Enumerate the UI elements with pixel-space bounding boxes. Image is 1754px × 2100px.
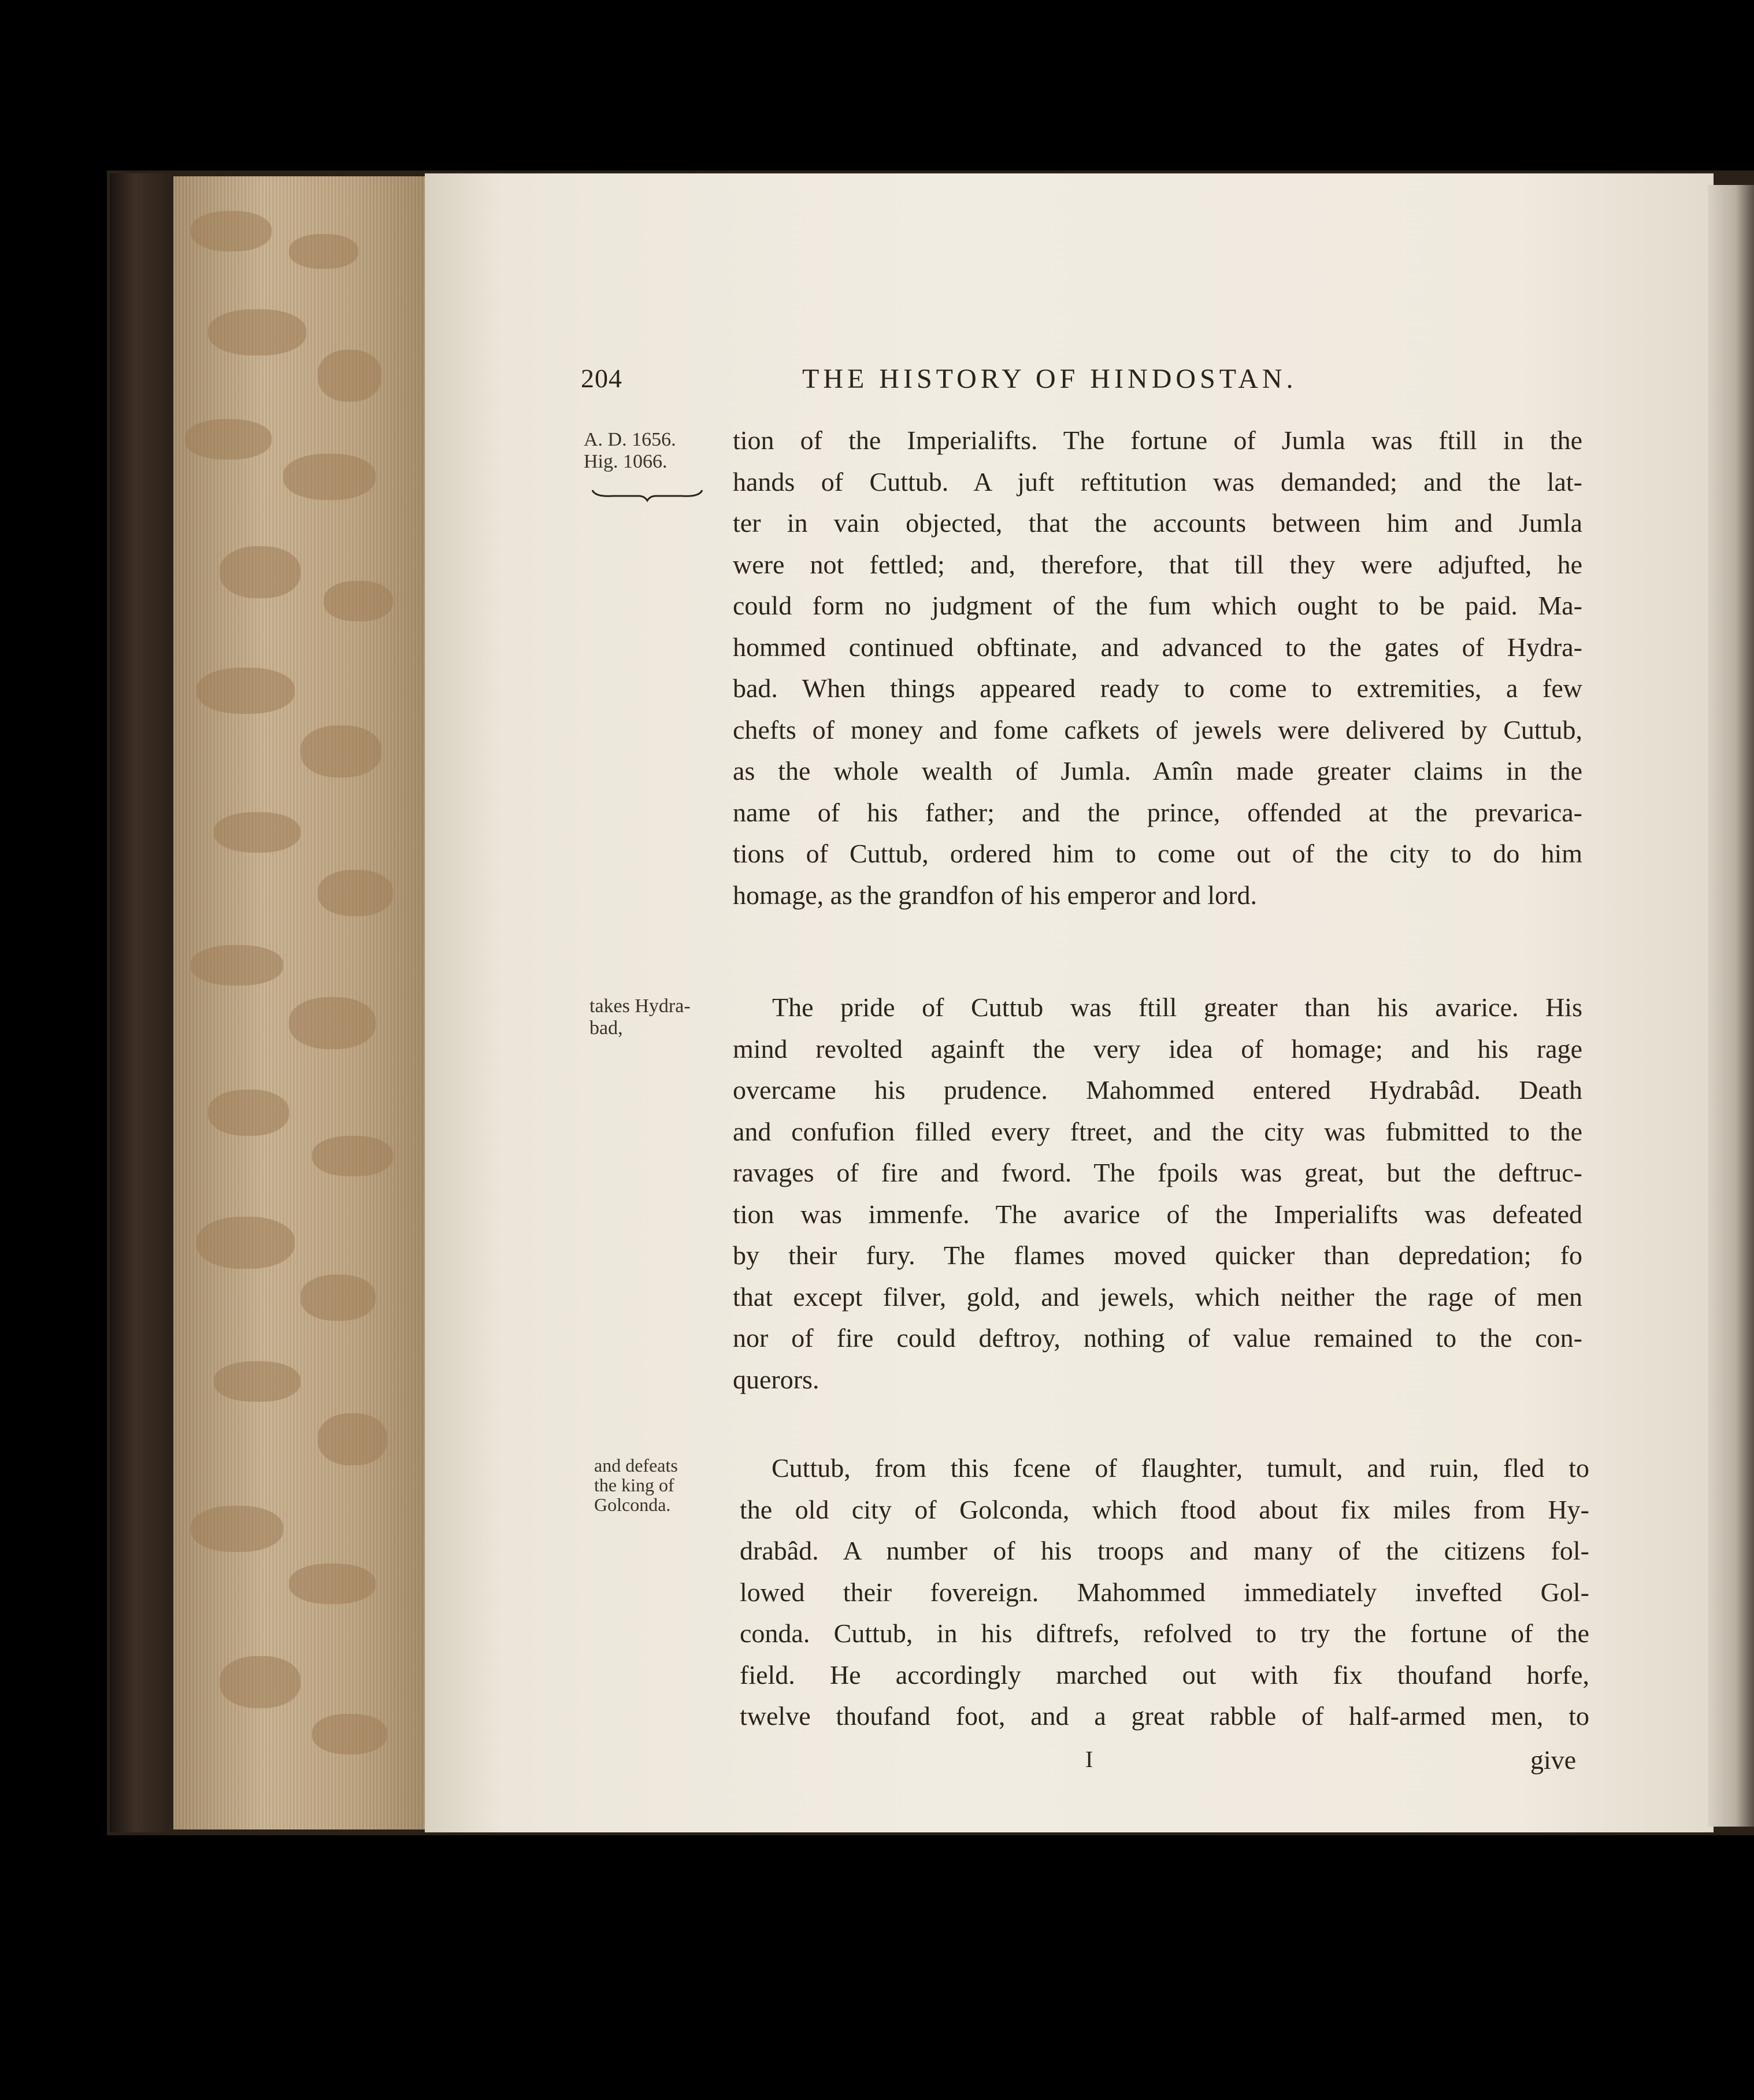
text-line: tion was immenfe. The avarice of the Imperialifts was defeated	[733, 1199, 1582, 1229]
text-line: conda. Cuttub, in his diftrefs, refolved to try the fortune of the	[740, 1618, 1589, 1648]
page-edges	[173, 176, 428, 1829]
text-line: and confufion filled every ftreet, and the city was fubmitted to the	[733, 1116, 1582, 1146]
text-line: tions of Cuttub, ordered him to come out of the city to do him	[733, 839, 1582, 868]
page-number: 204	[581, 364, 622, 393]
text-line: could form no judgment of the fum which ought to be paid. Ma-	[733, 591, 1582, 620]
paragraph-2	[733, 987, 1582, 1400]
text-line: bad. When things appeared ready to come to extremities, a few	[733, 673, 1582, 703]
text-line: name of his father; and the prince, offended at the prevarica-	[733, 797, 1582, 827]
text-line: as the whole wealth of Jumla. Amîn made greater claims in the	[733, 756, 1582, 786]
text-line: twelve thoufand foot, and a great rabble of half-armed men, to	[740, 1701, 1589, 1731]
paragraph-3	[740, 1447, 1589, 1737]
paragraph-1	[733, 420, 1582, 916]
text-line: by their fury. The flames moved quicker than depredation; fo	[733, 1240, 1582, 1270]
text-line: homage, as the grandfon of his emperor and lord.	[733, 880, 1257, 910]
text-line: the old city of Golconda, which ftood about fix miles from Hy-	[740, 1494, 1589, 1524]
text-line: ravages of fire and fword. The fpoils was great, but the deftruc-	[733, 1158, 1582, 1187]
text-line: nor of fire could deftroy, nothing of value remained to the con-	[733, 1323, 1582, 1353]
margin-note-date: A. D. 1656. Hig. 1066.	[584, 429, 676, 472]
text-line: querors.	[733, 1364, 819, 1394]
text-line: that except filver, gold, and jewels, which neither the rage of men	[733, 1282, 1582, 1312]
book-spine	[110, 173, 173, 1832]
text-line: The pride of Cuttub was ftill greater than his avarice. His	[772, 992, 1582, 1022]
text-line: were not fettled; and, therefore, that till they were adjufted, he	[733, 549, 1582, 579]
text-line: chefts of money and fome cafkets of jewels were delivered by Cuttub,	[733, 714, 1582, 745]
text-line: overcame his prudence. Mahommed entered Hydrabâd. Death	[733, 1075, 1582, 1105]
catchword: give	[1530, 1745, 1577, 1775]
text-line: mind revolted againft the very idea of homage; and his rage	[733, 1034, 1582, 1064]
text-line: ter in vain objected, that the accounts between him and Jumla	[733, 508, 1582, 538]
margin-note-defeats-golconda: and defeats the king of Golconda.	[594, 1455, 678, 1515]
text-line: field. He accordingly marched out with fix thoufand horfe,	[740, 1660, 1589, 1690]
signature-mark: I	[1085, 1746, 1093, 1772]
running-title: THE HISTORY OF HINDOSTAN.	[802, 364, 1297, 394]
text-line: tion of the Imperialifts. The fortune of Jumla was ftill in the	[733, 425, 1582, 455]
text-line: hommed continued obftinate, and advanced to the gates of Hydra-	[733, 632, 1582, 662]
next-page-edge	[1708, 185, 1754, 1827]
text-line: hands of Cuttub. A juft reftitution was demanded; and the lat-	[733, 466, 1582, 497]
text-line: Cuttub, from this fcene of flaughter, tumult, and ruin, fled to	[772, 1453, 1589, 1483]
margin-note-takes-hydrabad: takes Hydra- bad,	[589, 995, 691, 1039]
brace-icon	[589, 486, 705, 503]
text-line: drabâd. A number of his troops and many of the citizens fol-	[740, 1536, 1589, 1565]
text-line: lowed their fovereign. Mahommed immediately invefted Gol-	[740, 1577, 1589, 1607]
